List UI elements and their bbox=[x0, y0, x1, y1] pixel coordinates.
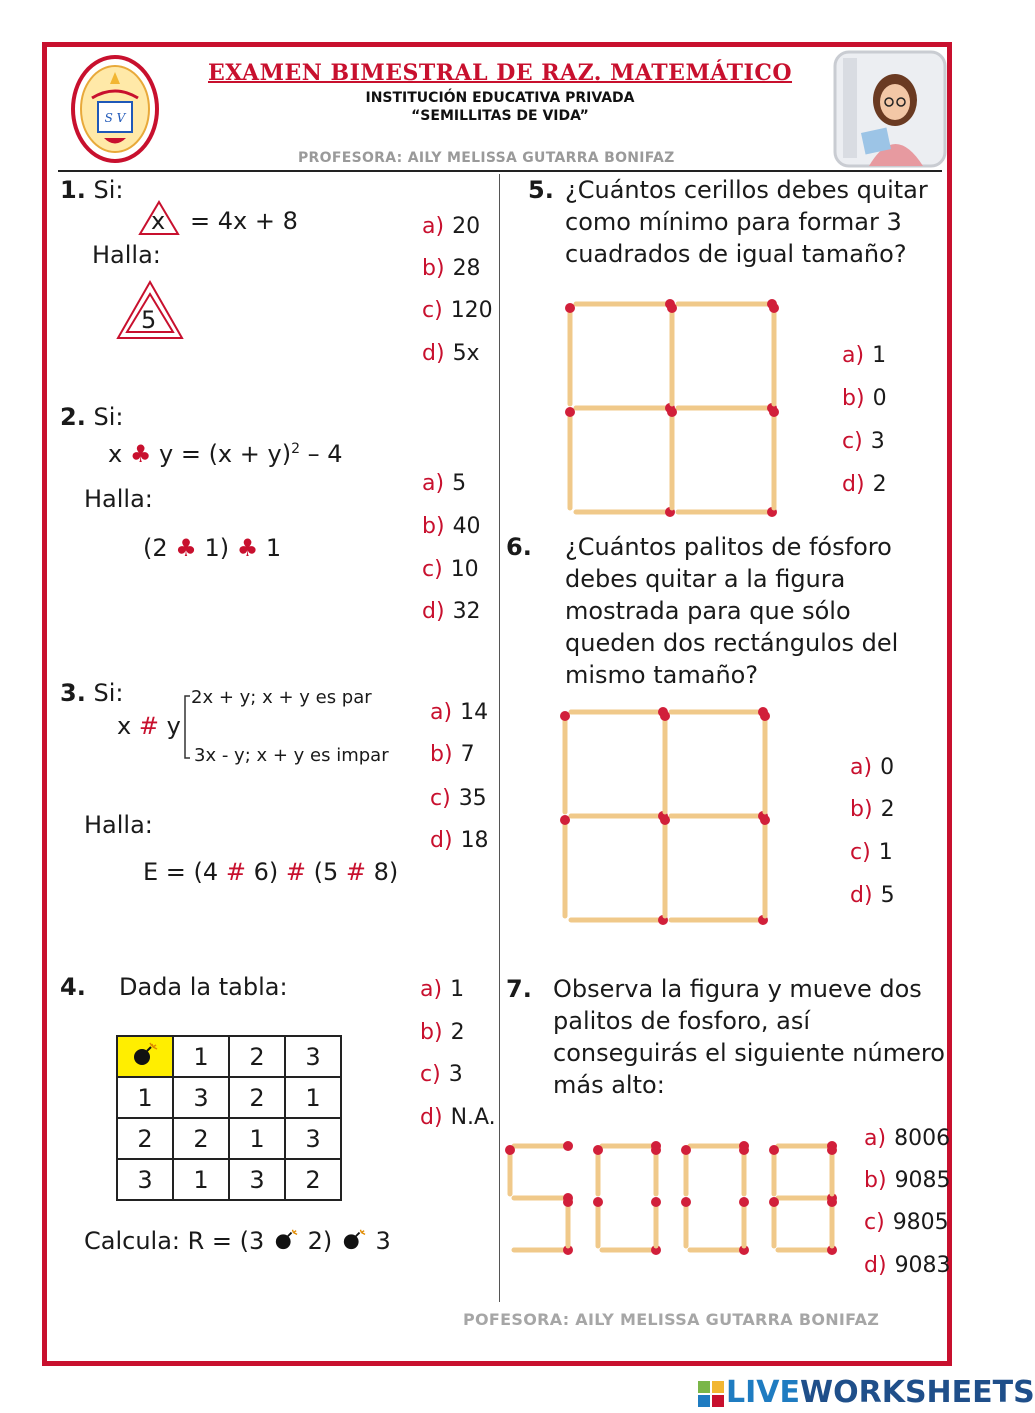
bomb-icon bbox=[117, 1036, 173, 1077]
q2-option-b[interactable]: b) 40 bbox=[422, 514, 481, 539]
teacher-name: PROFESORA: AILY MELISSA GUTARRA BONIFAZ bbox=[298, 150, 675, 166]
q1-var: x bbox=[151, 207, 166, 235]
q2-option-c[interactable]: c) 10 bbox=[422, 557, 479, 582]
match-head bbox=[769, 1197, 779, 1207]
q3-option-a[interactable]: a) 14 bbox=[430, 700, 489, 725]
table-cell: 2 bbox=[229, 1077, 285, 1118]
table-cell: 3 bbox=[117, 1159, 173, 1200]
q5-option-c[interactable]: c) 3 bbox=[842, 429, 885, 454]
table-cell: 3 bbox=[229, 1159, 285, 1200]
q6-line-1: ¿Cuántos palitos de fósforo bbox=[565, 533, 892, 561]
match-head bbox=[739, 1145, 749, 1155]
match-head bbox=[769, 303, 779, 313]
school-logo bbox=[70, 54, 160, 164]
q7-line-1: Observa la figura y mueve dos bbox=[553, 975, 922, 1003]
table-cell: 3 bbox=[285, 1036, 341, 1077]
q1-option-a[interactable]: a) 20 bbox=[422, 214, 481, 239]
match-head bbox=[660, 815, 670, 825]
q7-line-4: más alto: bbox=[553, 1071, 665, 1099]
q7-number: 7. bbox=[506, 975, 532, 1003]
bomb-icon bbox=[272, 1227, 300, 1251]
table-cell: 1 bbox=[117, 1077, 173, 1118]
match-head bbox=[563, 1197, 573, 1207]
q4-option-c[interactable]: c) 3 bbox=[420, 1062, 463, 1087]
match-head bbox=[593, 1197, 603, 1207]
bomb-icon bbox=[340, 1227, 368, 1251]
q6-option-a[interactable]: a) 0 bbox=[850, 755, 895, 780]
footer-teacher: POFESORA: AILY MELISSA GUTARRA BONIFAZ bbox=[463, 1310, 880, 1329]
match-head bbox=[681, 1145, 691, 1155]
table-cell: 1 bbox=[229, 1118, 285, 1159]
q7-line-2: palitos de fosforo, así bbox=[553, 1007, 811, 1035]
match-head bbox=[739, 1197, 749, 1207]
q4-calc: Calcula: R = (3 2) 3 bbox=[84, 1227, 391, 1255]
table-cell: 1 bbox=[173, 1036, 229, 1077]
q5-line-1: ¿Cuántos cerillos debes quitar bbox=[565, 176, 928, 204]
match-head bbox=[563, 1141, 573, 1151]
q3-heading: 3. Si: bbox=[60, 679, 124, 707]
q4-option-a[interactable]: a) 1 bbox=[420, 977, 465, 1002]
q2-heading: 2. Si: bbox=[60, 403, 124, 431]
q3-case-2: 3x - y; x + y es impar bbox=[194, 745, 389, 766]
table-cell: 3 bbox=[173, 1077, 229, 1118]
q5-number: 5. bbox=[528, 176, 554, 204]
q2-expression: (2 ♣ 1) ♣ 1 bbox=[143, 534, 282, 562]
table-cell: 2 bbox=[229, 1036, 285, 1077]
q1-option-b[interactable]: b) 28 bbox=[422, 256, 481, 281]
match-head bbox=[769, 407, 779, 417]
match-head bbox=[760, 711, 770, 721]
match-head bbox=[651, 1145, 661, 1155]
q5-option-d[interactable]: d) 2 bbox=[842, 472, 887, 497]
q3-lhs: x # y bbox=[117, 712, 181, 740]
q6-option-c[interactable]: c) 1 bbox=[850, 840, 893, 865]
q2-option-a[interactable]: a) 5 bbox=[422, 471, 467, 496]
q2-definition: x ♣ $y = (x + y)^2 - 4$ bbox=[108, 440, 343, 468]
q3-option-c[interactable]: c) 35 bbox=[430, 786, 487, 811]
q3-halla: Halla: bbox=[84, 811, 153, 839]
q6-line-3: mostrada para que sólo bbox=[565, 597, 851, 625]
q1-option-c[interactable]: c) 120 bbox=[422, 298, 493, 323]
teacher-avatar bbox=[833, 50, 947, 168]
match-head bbox=[667, 303, 677, 313]
match-head bbox=[565, 303, 575, 313]
q2-option-d[interactable]: d) 32 bbox=[422, 599, 481, 624]
q6-line-2: debes quitar a la figura bbox=[565, 565, 846, 593]
q1-halla: Halla: bbox=[92, 241, 161, 269]
institution-line-2: “SEMILLITAS DE VIDA” bbox=[411, 108, 589, 124]
table-cell: 2 bbox=[285, 1159, 341, 1200]
q3-case-1: 2x + y; x + y es par bbox=[191, 687, 372, 708]
q6-line-4: queden dos rectángulos del bbox=[565, 629, 899, 657]
match-head bbox=[565, 407, 575, 417]
q7-matchstick-number bbox=[502, 1138, 844, 1262]
q4-heading: 4. bbox=[60, 973, 86, 1001]
match-head bbox=[827, 1197, 837, 1207]
match-head bbox=[681, 1197, 691, 1207]
q5-line-2: como mínimo para formar 3 bbox=[565, 208, 902, 236]
match-head bbox=[651, 1197, 661, 1207]
q1-heading: 1. Si: bbox=[60, 176, 124, 204]
liveworksheets-logo: LIVE WORKSHEETS bbox=[698, 1377, 998, 1411]
match-head bbox=[560, 815, 570, 825]
table-cell: 2 bbox=[173, 1118, 229, 1159]
match-head bbox=[760, 815, 770, 825]
q3-option-d[interactable]: d) 18 bbox=[430, 828, 489, 853]
match-head bbox=[769, 1145, 779, 1155]
q7-option-b[interactable]: b) 9085 bbox=[864, 1168, 951, 1193]
q2-halla: Halla: bbox=[84, 485, 153, 513]
q5-option-a[interactable]: a) 1 bbox=[842, 343, 887, 368]
match-head bbox=[827, 1145, 837, 1155]
q5-option-b[interactable]: b) 0 bbox=[842, 386, 887, 411]
q7-option-c[interactable]: c) 9805 bbox=[864, 1210, 949, 1235]
column-divider bbox=[499, 174, 500, 1302]
q7-line-3: conseguirás el siguiente número bbox=[553, 1039, 945, 1067]
institution-line-1: INSTITUCIÓN EDUCATIVA PRIVADA bbox=[365, 90, 635, 106]
q7-option-d[interactable]: d) 9083 bbox=[864, 1253, 951, 1278]
q4-option-b[interactable]: b) 2 bbox=[420, 1020, 465, 1045]
table-cell: 3 bbox=[285, 1118, 341, 1159]
q4-option-d[interactable]: d) N.A. bbox=[420, 1105, 496, 1130]
q6-matchstick-grid bbox=[555, 702, 785, 924]
exam-title: EXAMEN BIMESTRAL DE RAZ. MATEMÁTICO bbox=[207, 60, 793, 86]
match-head bbox=[593, 1145, 603, 1155]
svg-text:S V: S V bbox=[104, 111, 126, 125]
q6-number: 6. bbox=[506, 533, 532, 561]
q5-line-3: cuadrados de igual tamaño? bbox=[565, 240, 907, 268]
operation-table bbox=[116, 1035, 342, 1201]
q6-option-b[interactable]: b) 2 bbox=[850, 797, 895, 822]
table-cell: 1 bbox=[173, 1159, 229, 1200]
club-icon: ♣ bbox=[129, 440, 152, 468]
q1-rule: = 4x + 8 bbox=[190, 207, 298, 235]
q6-option-d[interactable]: d) 5 bbox=[850, 883, 895, 908]
q7-option-a[interactable]: a) 8006 bbox=[864, 1126, 951, 1151]
q3-expression: E = (4 # 6) # (5 # 8) bbox=[143, 858, 399, 886]
table-cell: 2 bbox=[117, 1118, 173, 1159]
q1-arg: 5 bbox=[141, 306, 157, 334]
q1-option-d[interactable]: d) 5x bbox=[422, 341, 480, 366]
match-head bbox=[505, 1145, 515, 1155]
match-head bbox=[560, 711, 570, 721]
match-head bbox=[660, 711, 670, 721]
q3-option-b[interactable]: b) 7 bbox=[430, 742, 475, 767]
table-cell: 1 bbox=[285, 1077, 341, 1118]
header-rule bbox=[58, 170, 942, 172]
q5-matchstick-grid bbox=[560, 296, 790, 512]
q6-line-5: mismo tamaño? bbox=[565, 661, 759, 689]
q4-text: Dada la tabla: bbox=[119, 973, 288, 1001]
match-head bbox=[667, 407, 677, 417]
